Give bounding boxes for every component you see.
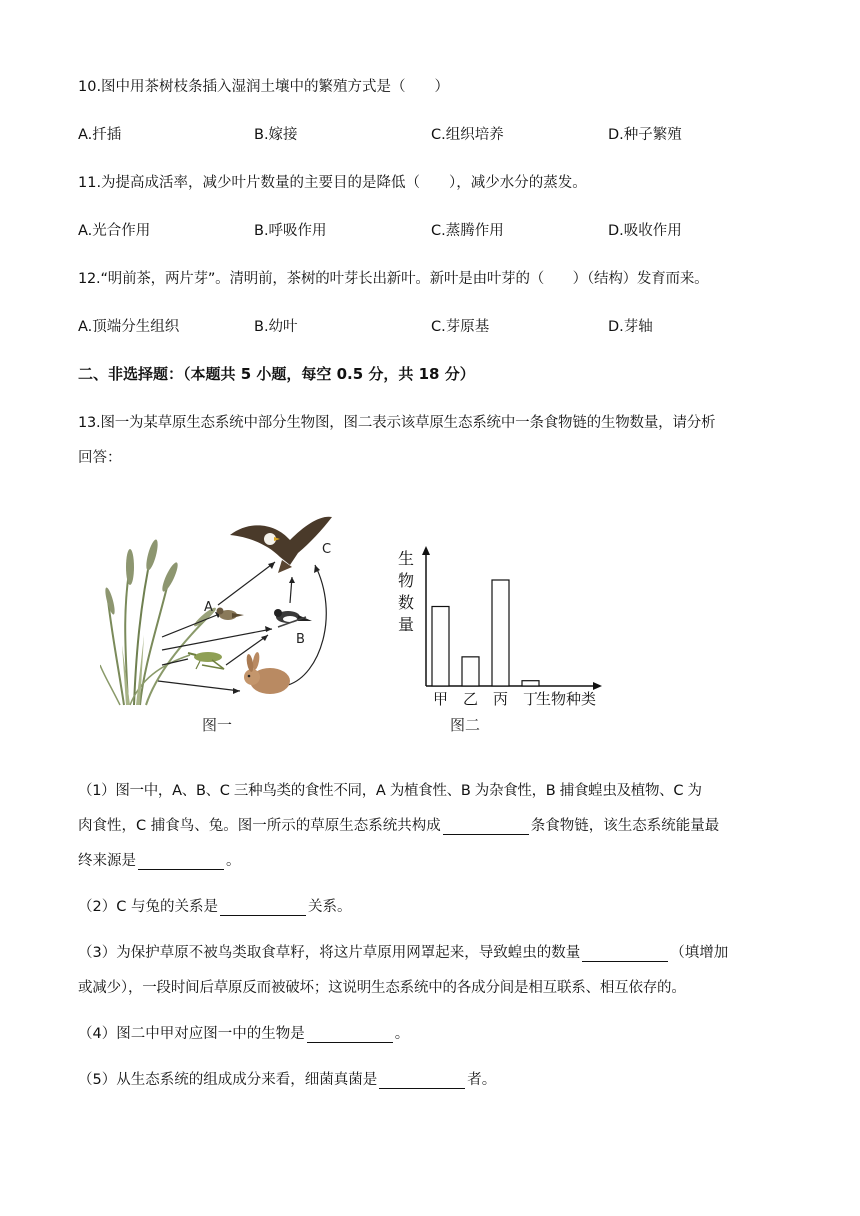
ylabel-char-2: 物 [398,571,415,590]
q11-stem: 11.为提高成活率，减少叶片数量的主要目的是降低（ ），减少水分的蒸发。 [78,175,587,191]
q12-option-a: A.顶端分生组织 [78,319,180,335]
q11-option-d: D.吸收作用 [608,223,682,239]
q13-sub4-text-b: 。 [394,1026,410,1042]
ylabel-char-4: 量 [398,615,415,634]
q13-sub4 [78,1022,409,1043]
bar-4 [522,681,539,686]
figure-one-caption: 图一 [202,716,233,734]
q13-stem-line2: 回答： [78,450,122,466]
q13-sub3-text-a: （3）为保护草原不被鸟类取食草籽，将这片草原用网罩起来，导致蝗虫的数量 [78,945,581,961]
q10-option-b: B.嫁接 [254,127,298,143]
figure-two-bar-chart [390,540,620,740]
q13-sub3-text-b: （填增加 [670,945,729,961]
q13-sub3-line1 [78,941,728,962]
q12-option-c: C.芽原基 [431,319,490,335]
x-tick-label-2: 乙 [463,690,479,708]
bird-b-illustration [274,609,312,627]
answer-blank-5 [307,1026,393,1043]
x-tick-label-1: 甲 [433,690,449,708]
ylabel-char-1: 生 [398,549,415,568]
q13-sub1-text-a: 肉食性，C 捕食鸟、兔。图一所示的草原生态系统共构成 [78,818,441,834]
q13-sub4-text-a: （4）图二中甲对应图一中的生物是 [78,1026,305,1042]
bar-3 [492,580,509,686]
bar-2 [462,657,479,686]
q13-sub2-text-a: （2）C 与兔的关系是 [78,899,218,915]
q13-sub1-line3 [78,849,241,870]
x-tick-label-3: 丙 [493,690,509,708]
q10-option-c: C.组织培养 [431,127,504,143]
ylabel-char-3: 数 [398,593,415,612]
x-tick-labels [433,690,538,708]
q13-stem-line1: 13.图一为某草原生态系统中部分生物图，图二表示该草原生态系统中一条食物链的生物数量，请分析 [78,415,716,431]
q10-option-d: D.种子繁殖 [608,127,682,143]
q13-sub5 [78,1068,496,1089]
x-axis-label: 生物种类 [536,690,597,708]
y-axis-label [398,549,414,634]
bar-group [432,580,539,686]
grasshopper-illustration [188,652,224,669]
q12-option-d: D.芽轴 [608,319,653,335]
answer-blank-3 [220,899,306,916]
q10-stem: 10.图中用茶树枝条插入湿润土壤中的繁殖方式是（ ） [78,79,450,95]
q11-option-a: A.光合作用 [78,223,151,239]
q13-sub1-text-c: 终来源是 [78,853,136,869]
bird-a-illustration [217,608,245,621]
q13-sub5-text-a: （5）从生态系统的组成成分来看，细菌真菌是 [78,1072,378,1088]
x-axis-arrow-icon [593,682,602,690]
label-c: C [322,542,332,557]
bar-1 [432,607,449,687]
q13-sub1-text-d: 。 [226,853,241,869]
food-web-arrows [158,562,326,691]
section-heading: 二、非选择题：（本题共 5 小题，每空 0.5 分，共 18 分） [78,365,475,383]
q13-sub2-text-b: 关系。 [307,899,352,915]
rabbit-illustration [244,652,290,694]
y-axis-arrow-icon [422,546,430,555]
label-a: A [204,600,213,615]
answer-blank-2 [138,853,224,870]
q13-sub1-line2 [78,814,719,835]
q13-sub1-line1: （1）图一中，A、B、C 三种鸟类的食性不同，A 为植食性、B 为杂食性，B 捕食蝗虫及植物、C 为 [78,783,702,799]
q13-sub1-text-b: 条食物链，该生态系统能量最 [530,818,720,834]
figure-two-caption: 图二 [450,716,481,734]
q12-stem: 12.“明前茶，两片芽”。清明前，茶树的叶芽长出新叶。新叶是由叶芽的（ ）（结构）发育而来。 [78,271,709,287]
q13-sub5-text-b: 者。 [467,1072,497,1088]
q10-option-a: A.扦插 [78,127,122,143]
x-tick-label-4: 丁 [523,690,539,708]
q13-sub3-line2: 或减少），一段时间后草原反而被破坏；这说明生态系统中的各成分间是相互联系、相互依存的。 [78,980,686,996]
answer-blank-6 [379,1072,465,1089]
q11-option-b: B.呼吸作用 [254,223,327,239]
answer-blank-1 [443,818,529,835]
label-b: B [296,632,305,647]
q13-sub2 [78,895,351,916]
q12-option-b: B.幼叶 [254,319,298,335]
figure-one-food-web [100,505,360,745]
eagle-illustration [230,517,332,573]
answer-blank-4 [582,945,668,962]
q11-option-c: C.蒸腾作用 [431,223,504,239]
